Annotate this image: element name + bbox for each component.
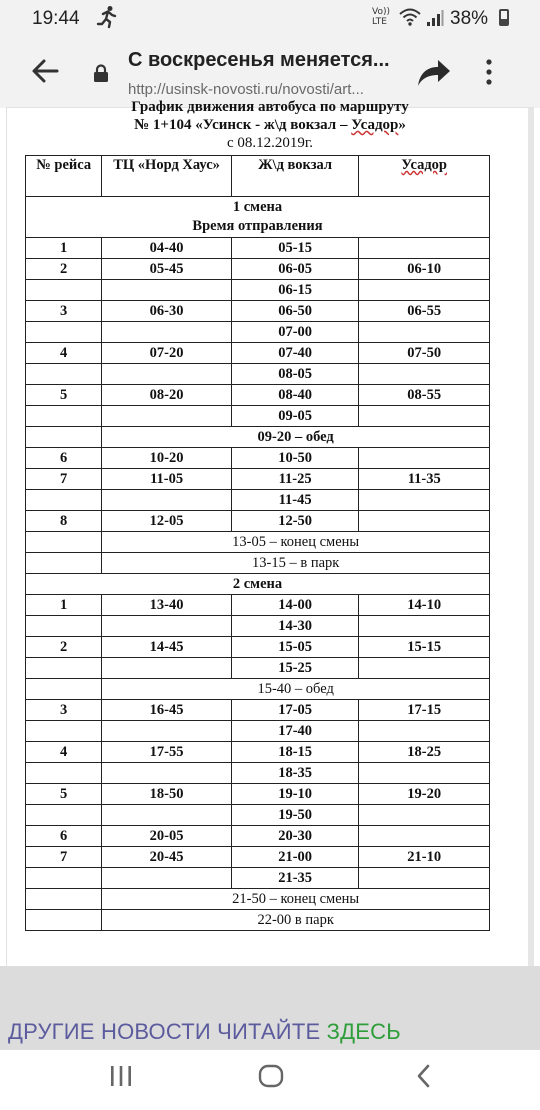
sheet-edge: [528, 108, 534, 966]
schedule-sheet: [7, 99, 533, 966]
table-cell: 11-45: [231, 490, 359, 511]
table-row: [26, 532, 490, 553]
table-cell: 06-50: [231, 301, 359, 322]
table-cell: 4: [26, 343, 102, 364]
table-row: [26, 700, 490, 721]
table-cell: 7: [26, 469, 102, 490]
table-cell: [359, 721, 490, 742]
table-row: [26, 448, 490, 469]
table-cell: [26, 490, 102, 511]
table-cell: 18-25: [359, 742, 490, 763]
column-header-trip-number: № рейса: [26, 156, 102, 197]
table-cell: 06-05: [231, 259, 359, 280]
table-cell: [26, 721, 102, 742]
table-cell: [26, 280, 102, 301]
table-cell: 3: [26, 301, 102, 322]
table-cell: 13-40: [102, 595, 232, 616]
table-cell: 12-50: [231, 511, 359, 532]
table-row: [26, 784, 490, 805]
shift1-cell: [26, 197, 490, 238]
table-cell: [359, 448, 490, 469]
table-cell: 14-45: [102, 637, 232, 658]
shift1-title: 1 смена: [232, 199, 283, 215]
document-heading-date: с 08.12.2019г.: [226, 135, 314, 151]
more-vertical-icon[interactable]: [484, 58, 494, 86]
table-cell: 06-55: [359, 301, 490, 322]
table-cell: [359, 805, 490, 826]
table-cell: [26, 616, 102, 637]
battery-percent: 38%: [450, 8, 489, 29]
table-cell: [359, 658, 490, 679]
table-row: [26, 658, 490, 679]
table-cell: 07-40: [231, 343, 359, 364]
table-cell: 11-35: [359, 469, 490, 490]
table-cell: 10-20: [102, 448, 232, 469]
table-row: [26, 826, 490, 847]
table-note-cell: 13-05 – конец смены: [102, 532, 490, 553]
table-cell: [26, 406, 102, 427]
table-cell: 15-25: [231, 658, 359, 679]
table-cell: 1: [26, 238, 102, 259]
table-header-row: [26, 156, 490, 197]
table-cell: 5: [26, 385, 102, 406]
lte-label: LTE: [372, 17, 387, 27]
table-cell: 1: [26, 595, 102, 616]
table-cell: 17-15: [359, 700, 490, 721]
table-row: [26, 889, 490, 910]
table-cell: 21-00: [231, 847, 359, 868]
table-cell: [26, 868, 102, 889]
table-cell: 11-25: [231, 469, 359, 490]
table-cell: [26, 679, 102, 700]
table-cell: [26, 763, 102, 784]
table-cell: 10-50: [231, 448, 359, 469]
battery-icon: [499, 9, 509, 26]
table-cell: 21-35: [231, 868, 359, 889]
table-row: [26, 721, 490, 742]
table-row: [26, 805, 490, 826]
table-row: [26, 553, 490, 574]
back-icon[interactable]: [414, 1064, 434, 1088]
table-cell: [359, 616, 490, 637]
table-cell: 14-00: [231, 595, 359, 616]
table-cell: [26, 805, 102, 826]
table-cell: [102, 490, 232, 511]
column-header-usador: [359, 156, 490, 197]
status-time: 19:44: [32, 8, 80, 29]
heading-usador: Усадор: [351, 117, 399, 133]
table-cell: 06-10: [359, 259, 490, 280]
table-note-cell: 21-50 – конец смены: [102, 889, 490, 910]
table-cell: [102, 868, 232, 889]
table-row: [26, 910, 490, 931]
table-cell: 19-20: [359, 784, 490, 805]
arrow-left-icon[interactable]: [30, 58, 60, 84]
column-header-nord-haus: ТЦ «Норд Хаус»: [102, 156, 232, 197]
table-cell: 4: [26, 742, 102, 763]
table-cell: 07-20: [102, 343, 232, 364]
table-cell: 14-30: [231, 616, 359, 637]
table-note-cell: 22-00 в парк: [102, 910, 490, 931]
table-cell: [359, 364, 490, 385]
table-cell: 18-35: [231, 763, 359, 784]
other-news-here-link[interactable]: ЗДЕСЬ: [326, 1019, 401, 1044]
table-cell: 5: [26, 784, 102, 805]
table-cell: [26, 532, 102, 553]
table-row: [26, 364, 490, 385]
signal-strength-icon: [426, 9, 444, 27]
table-note-cell: 13-15 – в парк: [102, 553, 490, 574]
table-row: [26, 385, 490, 406]
table-row: [26, 868, 490, 889]
table-cell: [26, 364, 102, 385]
share-icon[interactable]: [416, 56, 452, 88]
page-url[interactable]: http://usinsk-novosti.ru/novosti/art...: [128, 81, 364, 98]
home-icon[interactable]: [258, 1064, 284, 1088]
table-cell: 08-05: [231, 364, 359, 385]
table-row: [26, 469, 490, 490]
table-cell: [26, 553, 102, 574]
table-row: [26, 595, 490, 616]
table-cell: [26, 427, 102, 448]
news-banner: [0, 966, 540, 1050]
table-cell: [102, 280, 232, 301]
table-row: [26, 616, 490, 637]
table-cell: 18-50: [102, 784, 232, 805]
table-row: [26, 637, 490, 658]
table-cell: 11-05: [102, 469, 232, 490]
document-heading-line1: График движения автобуса по маршруту: [131, 99, 409, 115]
table-row: [26, 406, 490, 427]
table-cell: 04-40: [102, 238, 232, 259]
table-cell: [26, 658, 102, 679]
table-cell: [102, 805, 232, 826]
table-cell: [102, 658, 232, 679]
browser-toolbar: [0, 38, 540, 108]
table-cell: [102, 616, 232, 637]
table-cell: 17-40: [231, 721, 359, 742]
table-cell: 17-05: [231, 700, 359, 721]
system-navigation-bar: [0, 1050, 540, 1110]
table-row: [26, 427, 490, 448]
table-cell: 14-10: [359, 595, 490, 616]
shift2-row: [26, 574, 490, 595]
table-cell: [102, 364, 232, 385]
other-news-text: ДРУГИЕ НОВОСТИ ЧИТАЙТЕ: [8, 1019, 327, 1044]
shift1-row: [26, 197, 490, 238]
table-cell: 18-15: [231, 742, 359, 763]
table-cell: 06-30: [102, 301, 232, 322]
table-cell: 05-15: [231, 238, 359, 259]
table-cell: [359, 763, 490, 784]
table-cell: [359, 238, 490, 259]
lock-icon[interactable]: [93, 64, 109, 83]
table-cell: [359, 280, 490, 301]
schedule-body: [26, 197, 490, 931]
table-cell: 2: [26, 637, 102, 658]
table-cell: 17-55: [102, 742, 232, 763]
table-cell: [26, 322, 102, 343]
table-cell: 06-15: [231, 280, 359, 301]
table-cell: 05-45: [102, 259, 232, 280]
table-cell: [26, 889, 102, 910]
heading-route: № 1+104 «Усинск - ж\д вокзал –: [134, 117, 352, 133]
table-cell: 09-05: [231, 406, 359, 427]
table-row: [26, 280, 490, 301]
column-header-railway-station: Ж\д вокзал: [231, 156, 359, 197]
table-cell: 19-10: [231, 784, 359, 805]
table-cell: 15-15: [359, 637, 490, 658]
table-cell: 12-05: [102, 511, 232, 532]
table-row: [26, 259, 490, 280]
table-cell: 8: [26, 511, 102, 532]
other-news-link[interactable]: [8, 1019, 401, 1045]
document-heading-line2: [7, 117, 533, 134]
shift1-subtitle: Время отправления: [192, 218, 323, 234]
table-row: [26, 301, 490, 322]
table-row: [26, 763, 490, 784]
table-lunch-cell: 15-40 – обед: [102, 679, 490, 700]
table-cell: [359, 826, 490, 847]
table-cell: 19-50: [231, 805, 359, 826]
table-cell: 6: [26, 448, 102, 469]
document-image: [7, 99, 533, 966]
table-cell: [359, 868, 490, 889]
table-cell: 21-10: [359, 847, 490, 868]
wifi-icon: [398, 7, 422, 27]
table-cell: [102, 406, 232, 427]
table-row: [26, 847, 490, 868]
table-row: [26, 238, 490, 259]
table-cell: 6: [26, 826, 102, 847]
table-lunch-cell: 09-20 – обед: [102, 427, 490, 448]
shift2-title: 2 смена: [26, 574, 490, 595]
table-cell: [102, 721, 232, 742]
table-cell: 20-05: [102, 826, 232, 847]
table-cell: [359, 406, 490, 427]
schedule-table: [25, 155, 490, 931]
table-row: [26, 343, 490, 364]
table-cell: 2: [26, 259, 102, 280]
table-cell: [359, 490, 490, 511]
volte-indicator-icon: [372, 7, 390, 27]
status-bar: [0, 0, 540, 38]
table-cell: [102, 763, 232, 784]
table-cell: 20-45: [102, 847, 232, 868]
table-cell: [102, 322, 232, 343]
recent-apps-icon[interactable]: [108, 1064, 134, 1088]
table-cell: 15-05: [231, 637, 359, 658]
table-cell: [359, 511, 490, 532]
table-cell: 16-45: [102, 700, 232, 721]
table-row: [26, 679, 490, 700]
table-cell: 08-20: [102, 385, 232, 406]
table-row: [26, 490, 490, 511]
table-cell: 7: [26, 847, 102, 868]
table-cell: 07-00: [231, 322, 359, 343]
table-cell: 08-40: [231, 385, 359, 406]
table-cell: [26, 910, 102, 931]
volte-label: Vo)): [372, 7, 390, 17]
table-cell: 3: [26, 700, 102, 721]
heading-suffix: »: [398, 117, 406, 133]
activity-runner-icon: [96, 5, 118, 29]
usador-header-label: Усадор: [401, 157, 447, 173]
page-title[interactable]: С воскресенья меняется...: [128, 49, 390, 71]
table-row: [26, 322, 490, 343]
table-cell: 07-50: [359, 343, 490, 364]
table-cell: 20-30: [231, 826, 359, 847]
table-row: [26, 511, 490, 532]
table-row: [26, 742, 490, 763]
table-cell: [359, 322, 490, 343]
table-cell: 08-55: [359, 385, 490, 406]
